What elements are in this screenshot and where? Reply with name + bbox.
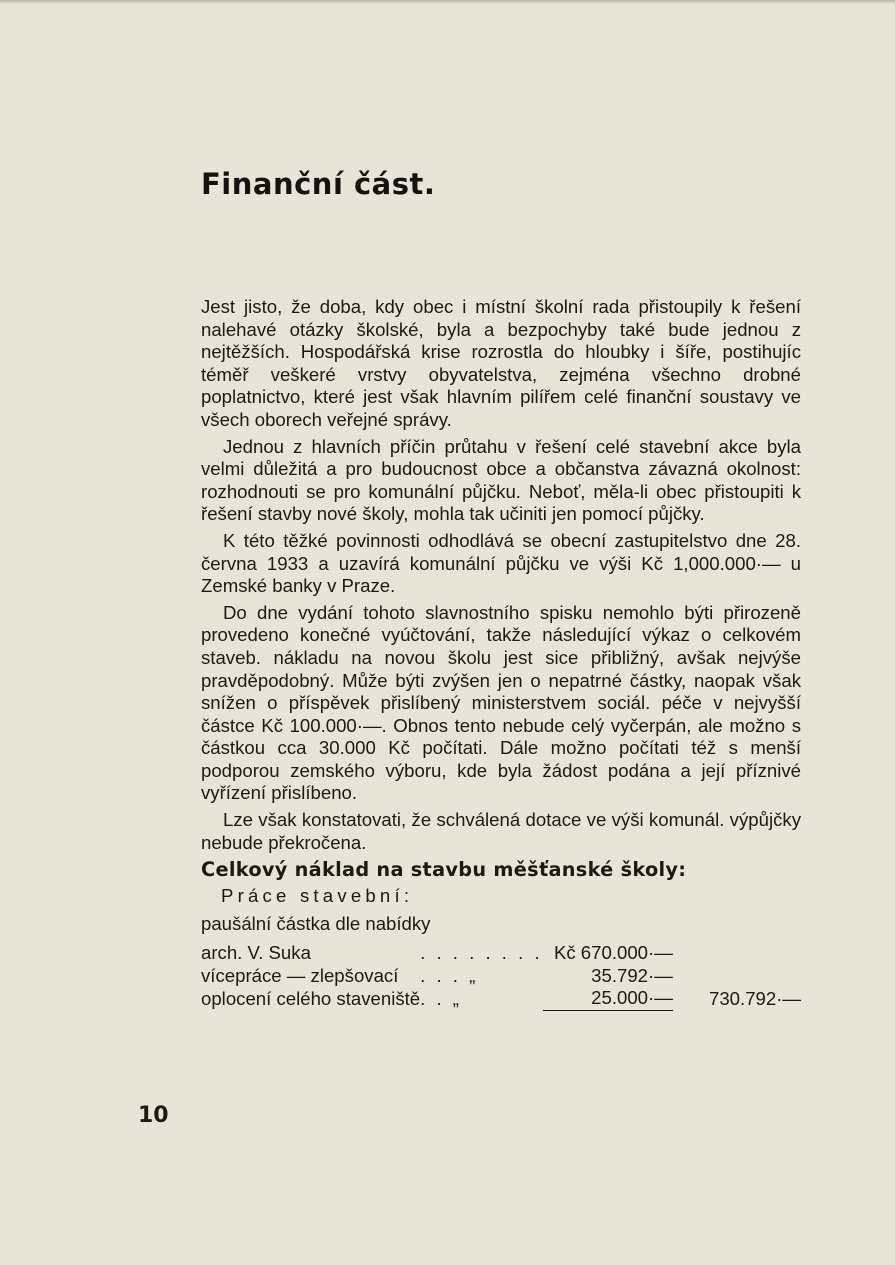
paragraph: K této těžké povinnosti odhodlává se obecní zastupitelstvo dne 28. června 1933 a uzavírá komunální půjčku ve výši Kč 1,000.000·— u Zemské banky v Praze. [201, 529, 801, 597]
page-title: Finanční část. [201, 167, 436, 201]
cost-amount: Kč 670.000·— [553, 942, 673, 964]
cost-heading: Celkový náklad na stavbu měšťanské školy: [201, 858, 687, 882]
cost-total [673, 965, 801, 988]
cost-total [673, 942, 801, 965]
cost-item: vícepráce — zlepšovací [201, 964, 399, 986]
paragraph: Jest jisto, že doba, kdy obec i místní školní rada přistoupily k řešení nalehavé otázky školské, byla a bezpochyby také bude jednou z nejtěžších. Hospodářská krise rozrostla do hloubky i šíře, postihujíc téměř veškeré vrstvy obyvatelstva, zejména všechno drobné poplatnictvo, které jest však hlavním pilířem celé finanční soustavy ve všech oborech veřejné správy. [201, 296, 801, 430]
body-text [201, 296, 801, 1011]
cost-amount: 35.792·— [591, 964, 673, 986]
dot-leader: . . . „ [420, 964, 479, 986]
paragraph: Lze však konstatovati, že schválená dotace ve výši komunál. výpůjčky nebude překročena. [201, 809, 801, 853]
cost-table [201, 942, 801, 1011]
dot-leader: . . . . . . . . [420, 942, 543, 964]
table-row [201, 942, 801, 965]
dot-leader: . . „ [420, 987, 462, 1009]
paragraph: Do dne vydání tohoto slavnostního spisku nemohlo býti přirozeně provedeno konečné vyúčtování, takže následující výkaz o celkovém staveb. nákladu na novou školu jest sice přibližný, avšak nejvýše pravděpodobný. Může býti zvýšen jen o nepatrné částky, naopak však snížen o příspěvek přislíbený ministerstvem sociál. péče v nejvyšší částce Kč 100.000·—. Obnos tento nebude celý vyčerpán, ale možno s částkou cca 30.000 Kč počítati. Dále možno počítati též s menší podporou zemského výboru, kde byla žádost podána a její příznivé vyřízení přislíbeno. [201, 601, 801, 804]
section-label: Práce stavební: [221, 885, 414, 907]
paragraph: Jednou z hlavních příčin průtahu v řešení celé stavební akce byla velmi důležitá a pro budoucnost obce a občanstva závazná okolnost: rozhodnouti se pro komunální půjčku. Neboť, měla-li obec přistoupiti k řešení stavby nové školy, mohla tak učiniti jen pomocí půjčky. [201, 435, 801, 525]
table-row [201, 987, 801, 1010]
page-number: 10 [138, 1103, 169, 1128]
cost-total: 730.792·— [709, 987, 801, 1009]
table-row [201, 965, 801, 988]
cost-item: oplocení celého staveniště [201, 987, 421, 1009]
page-edge [0, 0, 895, 4]
sub-label: paušální částka dle nabídky [201, 913, 431, 935]
cost-item: arch. V. Suka [201, 942, 311, 964]
cost-amount: 25.000·— [543, 987, 673, 1010]
